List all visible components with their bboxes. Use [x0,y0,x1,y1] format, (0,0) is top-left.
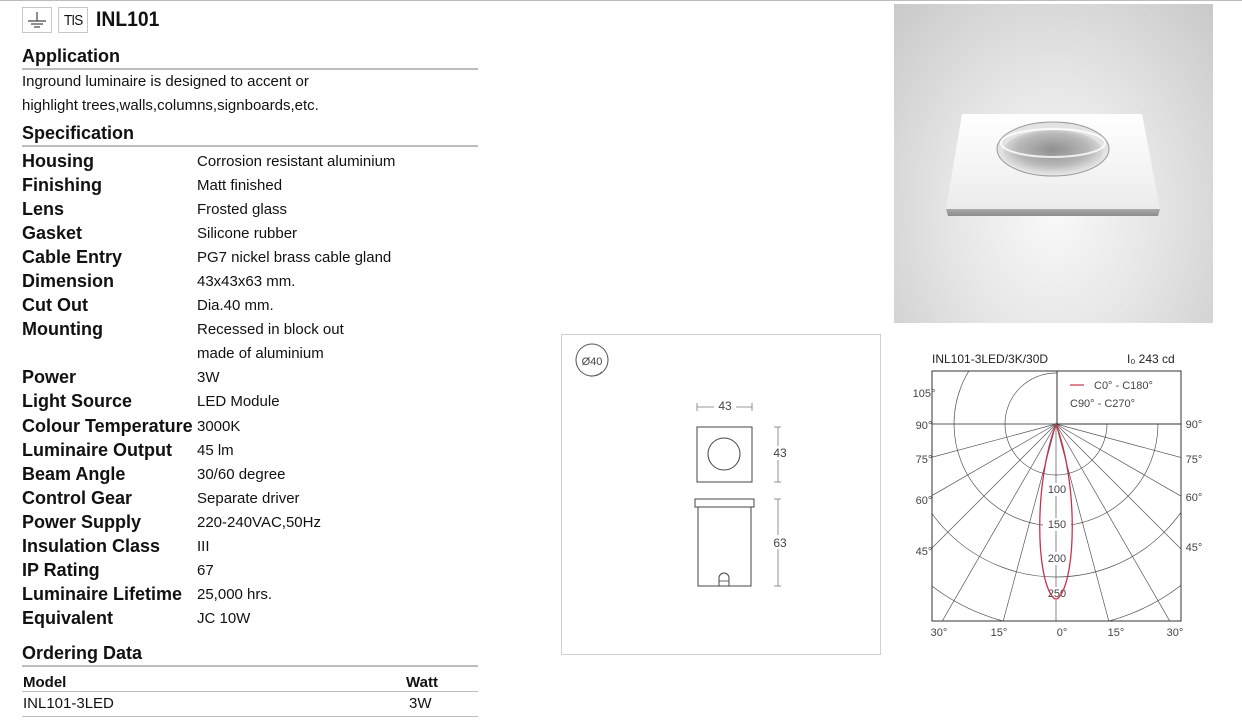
spec-value: 43x43x63 mm. [197,273,296,291]
spec-row [22,438,478,462]
angle-label: 45° [1185,542,1203,554]
radial-label: 150 [1047,519,1067,531]
spec-row [22,559,478,583]
spec-label: Insulation Class [22,536,161,557]
spec-label: Mounting [22,319,103,340]
radial-label: 100 [1047,484,1067,496]
angle-label: 75° [1185,454,1203,466]
spec-value: Recessed in block out [197,321,344,339]
ordering-heading: Ordering Data [22,642,143,663]
radial-label: 250 [1047,588,1067,600]
photometric-model: INL101-3LED/3K/30D [932,352,1049,366]
spec-row [22,390,478,414]
spec-row [22,245,478,269]
legend-entry-c90: C90° - C270° [1070,398,1136,410]
spec-row [22,197,478,221]
spec-label: Dimension [22,271,115,292]
spec-value: LED Module [197,393,280,411]
spec-row [22,221,478,245]
tis-mark: TIS [63,11,83,29]
peak-intensity: I₀ 243 cd [1127,352,1175,366]
luminaire-render [894,4,1213,323]
divider [22,145,478,147]
spec-value: PG7 nickel brass cable gland [197,248,392,266]
angle-label: 60° [915,495,933,507]
dimension-diagram [562,335,882,656]
height-label: 63 [773,536,787,550]
spec-value: JC 10W [197,610,251,628]
spec-label: Light Source [22,391,133,412]
spec-row [22,366,478,390]
application-line: Inground luminaire is designed to accent or [22,73,309,90]
spec-value: 220-240VAC,50Hz [197,513,321,531]
angle-label: 90° [915,420,933,432]
spec-label: Luminaire Lifetime [22,584,183,605]
spec-label: Cut Out [22,295,88,316]
spec-value: Matt finished [197,176,283,194]
spec-row [22,269,478,293]
top-border [0,0,1242,1]
spec-value: 30/60 degree [197,465,286,483]
angle-label: 0° [1056,627,1068,639]
angle-label: 15° [1107,627,1125,639]
depth-label: 43 [773,446,787,460]
ordering-header-row [22,669,478,691]
spec-row [22,510,478,534]
spec-value: Corrosion resistant aluminium [197,152,396,170]
column-header-watt: Watt [406,673,438,691]
spec-row [22,173,478,197]
spec-label: Colour Temperature [22,415,193,436]
angle-label: 30° [1166,627,1184,639]
spec-row [22,607,478,631]
dimension-drawing [561,334,881,655]
spec-label: Power [22,367,77,388]
spec-row [22,583,478,607]
spec-label: Control Gear [22,487,133,508]
spec-value: 25,000 hrs. [197,586,273,604]
legend-entry-c0: C0° - C180° [1094,380,1153,392]
spec-value: 45 lm [197,441,234,459]
spec-value: 67 [197,562,214,580]
spec-column [22,44,478,717]
spec-label: Power Supply [22,511,142,532]
divider [22,716,478,717]
product-header [22,5,165,35]
model-cell: INL101-3LED [23,695,114,713]
angle-label: 30° [930,627,948,639]
angle-label: 90° [1185,419,1203,431]
watt-cell: 3W [409,695,432,713]
spec-label: Lens [22,198,65,219]
divider [22,665,478,667]
angle-label: 45° [915,546,933,558]
application-line: highlight trees,walls,columns,signboards,etc. [22,97,319,114]
spec-value: 3W [197,369,220,387]
specification-heading: Specification [22,123,135,143]
application-heading: Application [22,46,120,66]
spec-row [22,342,478,366]
earth-ground-icon [26,11,48,29]
radial-label: 200 [1047,553,1067,565]
product-photo [894,4,1213,323]
spec-label: Beam Angle [22,463,126,484]
table-row [22,692,478,716]
angle-label: 15° [990,627,1008,639]
polar-chart [894,340,1214,650]
ground-symbol-box [22,7,52,33]
cutout-label: Ø40 [581,356,603,368]
spec-row [22,294,478,318]
spec-label: Cable Entry [22,246,123,267]
spec-label: IP Rating [22,560,100,581]
spec-row [22,149,478,173]
spec-value: 3000K [197,417,241,435]
product-title: INL101 [96,8,160,31]
spec-row [22,462,478,486]
column-header-model: Model [23,673,67,691]
spec-value: Frosted glass [197,200,288,218]
spec-value: Silicone rubber [197,224,298,242]
spec-value: Dia.40 mm. [197,297,274,315]
spec-label: Finishing [22,174,102,195]
spec-row [22,486,478,510]
width-label: 43 [718,399,732,413]
spec-label: Housing [22,150,94,171]
angle-label: 105° [912,388,936,400]
polar-diagram [894,340,1214,650]
spec-row [22,318,478,342]
spec-row [22,414,478,438]
spec-value: III [197,538,210,556]
angle-label: 75° [915,454,933,466]
spec-value: made of aluminium [197,345,324,363]
angle-label: 60° [1185,492,1203,504]
spec-label: Equivalent [22,608,114,629]
spec-row [22,535,478,559]
spec-label: Luminaire Output [22,439,172,460]
spec-table [22,149,478,631]
spec-value: Separate driver [197,489,300,507]
spec-label: Gasket [22,222,83,243]
tis-mark-box [58,7,88,33]
